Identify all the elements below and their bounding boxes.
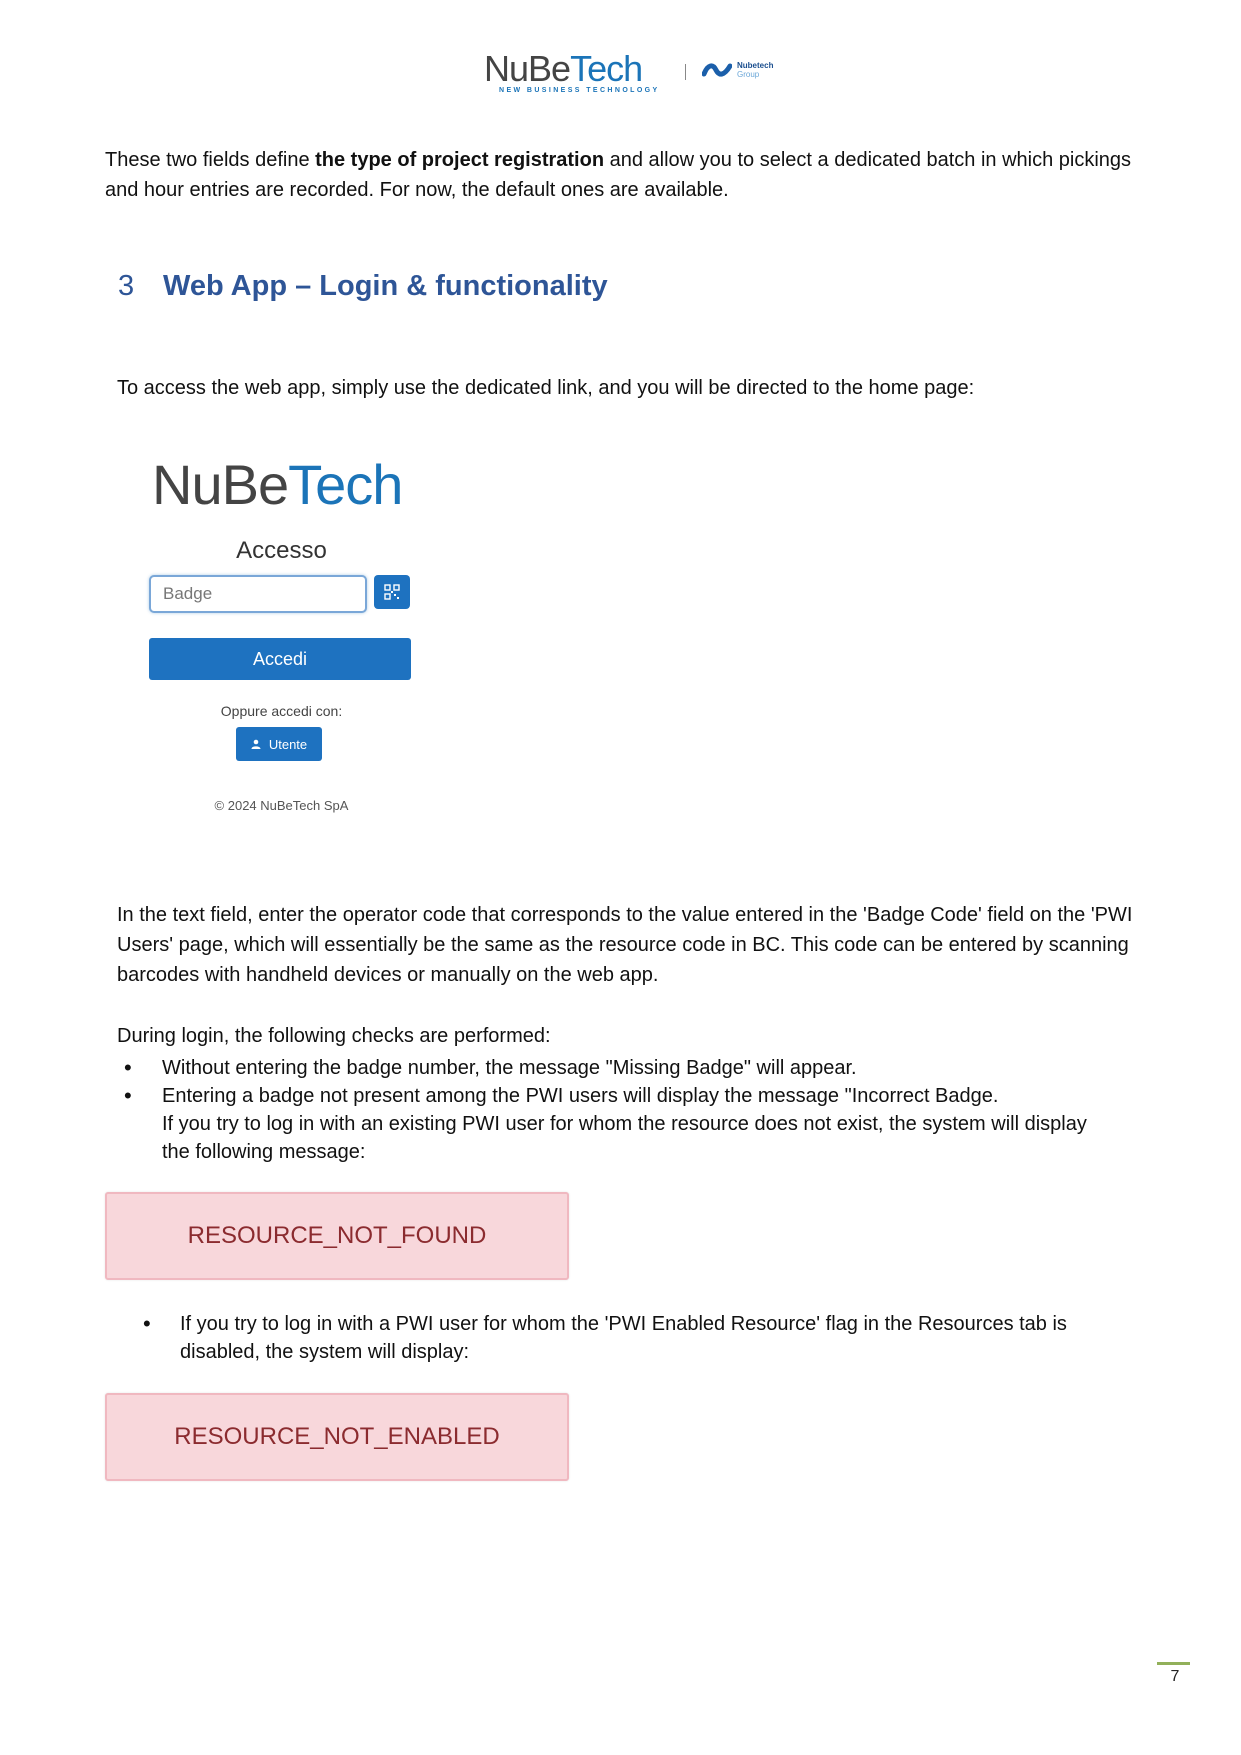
qr-scan-button[interactable] xyxy=(374,575,410,609)
list-item: • Without entering the badge number, the message "Missing Badge" will appear. xyxy=(117,1054,1117,1082)
access-intro-paragraph: To access the web app, simply use the dedicated link, and you will be directed to the home page: xyxy=(117,377,975,399)
intro-paragraph: These two fields define the type of project registration and allow you to select a dedicated batch in which pickings and hour entries are recorded. For now, the default ones are available. xyxy=(105,149,1132,201)
section-heading xyxy=(118,266,608,306)
login-logo: NuBeTech xyxy=(152,453,403,516)
user-icon xyxy=(251,739,261,749)
list-item: • Entering a badge not present among the PWI users will display the message "Incorrect Badge. If you try to log in with an existing PWI user for whom the resource does not exist, the system will display the following message: xyxy=(117,1082,1117,1166)
list-item: • If you try to log in with a PWI user for whom the 'PWI Enabled Resource' flag in the Resources tab is disabled, the system will display: xyxy=(135,1310,1135,1366)
section-title: Web App – Login & functionality xyxy=(163,270,608,302)
page-number: 7 xyxy=(1170,1668,1180,1685)
login-footer: © 2024 NuBeTech SpA xyxy=(214,798,349,813)
checks-list-2 xyxy=(135,1310,1135,1366)
logo-separator xyxy=(685,64,686,80)
checks-intro: During login, the following checks are performed: xyxy=(117,1025,551,1047)
group-wave-icon xyxy=(702,60,732,80)
badge-input[interactable] xyxy=(149,575,367,613)
text-field-paragraph: In the text field, enter the operator code that corresponds to the value entered in the 'Badge Code' field on the 'PWI Users' page, which will essentially be the same as the resource code in BC. This code can be entered by scanning barcodes with handheld devices or manually on the web app. xyxy=(117,904,1133,986)
qr-code-icon xyxy=(384,584,400,600)
nubetech-wordmark: NuBeTech xyxy=(484,48,643,89)
login-title: Accesso xyxy=(236,537,327,564)
nubetech-group-logo: Nubetech Group xyxy=(702,60,782,86)
header-logo xyxy=(484,50,784,100)
user-login-button[interactable]: Utente xyxy=(236,727,322,761)
login-submit-button[interactable]: Accedi xyxy=(149,638,411,680)
section-number: 3 xyxy=(118,270,135,302)
page-number-rule xyxy=(1157,1662,1190,1665)
logo-tagline: NEW BUSINESS TECHNOLOGY xyxy=(499,87,660,94)
error-message-box: RESOURCE_NOT_FOUND xyxy=(105,1192,569,1280)
list-item-continuation: If you try to log in with an existing PWI user for whom the resource does not exist, the system will display the following message: xyxy=(162,1113,1087,1163)
login-screen xyxy=(140,455,440,835)
error-message-box: RESOURCE_NOT_ENABLED xyxy=(105,1393,569,1481)
checks-list xyxy=(117,1054,1117,1166)
alt-login-label: Oppure accedi con: xyxy=(220,703,343,719)
